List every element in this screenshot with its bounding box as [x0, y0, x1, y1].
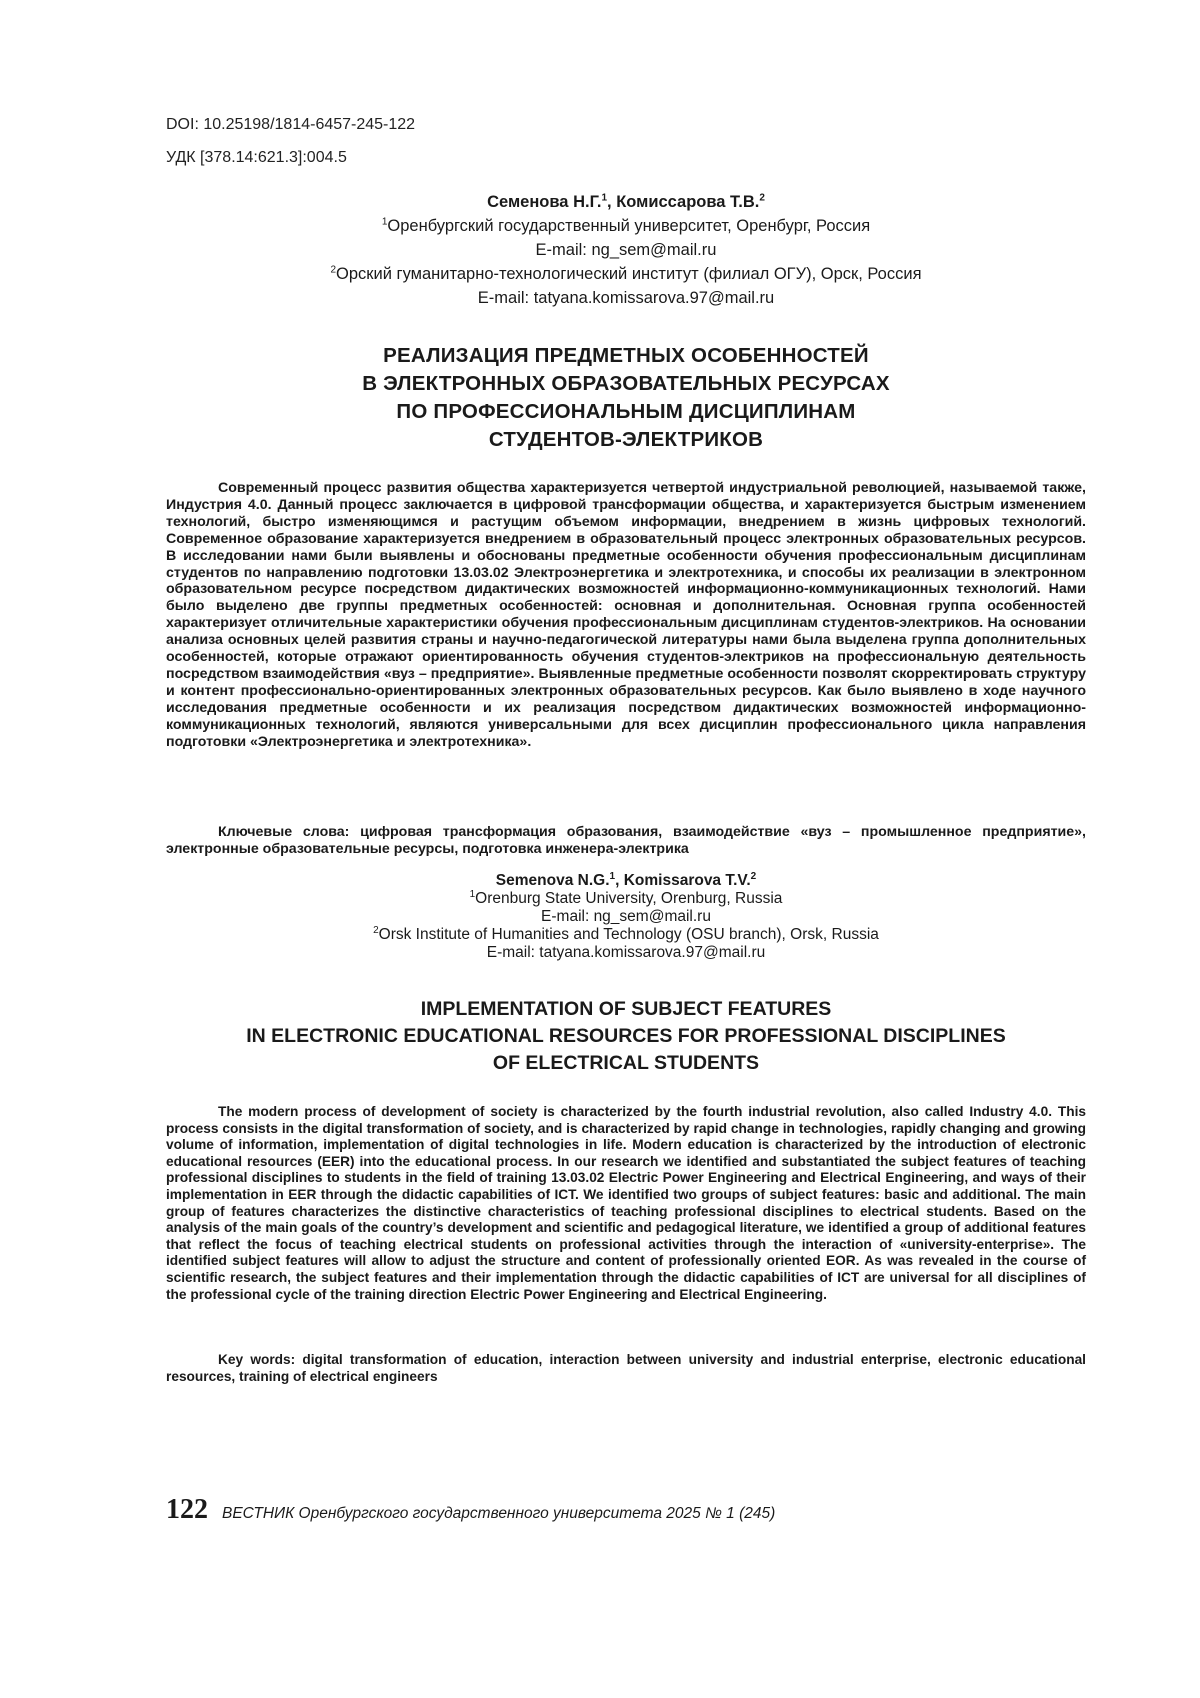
ru-author-2-sup: 2 — [759, 193, 765, 204]
en-affiliation-1-sup: 1 — [470, 889, 476, 900]
ru-affiliation-2-sup: 2 — [330, 265, 336, 276]
en-email-2: E-mail: tatyana.komissarova.97@mail.ru — [166, 944, 1086, 962]
en-affiliation-1-text: Orenburg State University, Orenburg, Russia — [475, 890, 782, 907]
ru-email-1: E-mail: ng_sem@mail.ru — [166, 238, 1086, 262]
ru-title-line: В ЭЛЕКТРОННЫХ ОБРАЗОВАТЕЛЬНЫХ РЕСУРСАХ — [166, 370, 1086, 398]
udk-code: УДК [378.14:621.3]:004.5 — [166, 149, 347, 167]
en-affiliation-1 — [166, 890, 1086, 908]
en-email-1: E-mail: ng_sem@mail.ru — [166, 908, 1086, 926]
doi: DOI: 10.25198/1814-6457-245-122 — [166, 116, 415, 134]
ru-authors: Семенова Н.Г.1, Комиссарова Т.В.2 — [166, 190, 1086, 214]
ru-keywords: Ключевые слова: цифровая трансформация образования, взаимодействие «вуз – промышленное предприятие», электронные образовательные ресурсы, подготовка инженера-электрика — [166, 824, 1086, 858]
page-footer — [166, 1494, 775, 1526]
ru-author-1-sup: 1 — [601, 193, 607, 204]
en-author-2-sup: 2 — [751, 871, 757, 882]
page-number: 122 — [166, 1494, 208, 1526]
en-affiliation-2-sup: 2 — [373, 925, 379, 936]
ru-affiliation-2 — [166, 262, 1086, 286]
ru-title-line: СТУДЕНТОВ-ЭЛЕКТРИКОВ — [166, 426, 1086, 454]
ru-abstract: Современный процесс развития общества характеризуется четвертой индустриальной революцией, называемой также, Индустрия 4.0. Данный процесс заключается в цифровой трансформации общества, и характеризуется быстрым изменением технологий, быстро изменяющимся и растущим объемом информации, внедрением в жизнь цифровых технологий. Современное образование характеризуется внедрением в образовательный процесс электронных образовательных ресурсов. В исследовании нами были выявлены и обоснованы предметные особенности обучения профессиональным дисциплинам студентов по направлению подготовки 13.03.02 Электроэнергетика и электротехника, и способы их реализации в электронном образовательном ресурсе посредством дидактических возможностей информационно-коммуникационных технологий. Нами было выделено две группы предметных особенностей: основная и дополнительная. Основная группа особенностей характеризует отличительные характеристики обучения профессиональным дисциплинам студентов-электриков. На основании анализа основных целей развития страны и научно-педагогической литературы нами была выделена группа дополнительных особенностей, которые отражают ориентированность обучения студентов-электриков на профессиональную деятельность посредством взаимодействия «вуз – предприятие». Выявленные предметные особенности позволят скорректировать структуру и контент профессионально-ориентированных электронных образовательных ресурсов. Как было выявлено в ходе научного исследования предметные особенности и их реализация посредством дидактических возможностей информационно-коммуникационных технологий, являются универсальными для всех дисциплин профессионального цикла направления подготовки «Электроэнергетика и электротехника». — [166, 480, 1086, 751]
en-author-block — [166, 872, 1086, 962]
ru-affiliation-2-text: Орский гуманитарно-технологический институт (филиал ОГУ), Орск, Россия — [336, 265, 921, 283]
en-author-2: Komissarova T.V. — [624, 872, 751, 889]
ru-title-line: ПО ПРОФЕССИОНАЛЬНЫМ ДИСЦИПЛИНАМ — [166, 398, 1086, 426]
en-abstract: The modern process of development of society is characterized by the fourth industrial revolution, also called Industry 4.0. This process consists in the digital transformation of society, and is characterized by rapid change in technologies, rapidly changing and growing volume of information, implementation of digital technologies in life. Modern education is characterized by the introduction of electronic educational resources (EER) into the educational process. In our research we identified and substantiated the subject features of teaching professional disciplines to students in the field of training 13.03.02 Electric Power Engineering and Electrical Engineering, and ways of their implementation in EER through the didactic capabilities of ICT. We identified two groups of subject features: basic and additional. The main group of features characterizes the distinctive characteristics of teaching professional disciplines to electrical students. Based on the analysis of the main goals of the country’s development and scientific and pedagogical literature, we identified a group of additional features that reflect the focus of teaching electrical students on professional activities through the interaction of «university-enterprise». The identified subject features will allow to adjust the structure and content of professionally oriented EOR. As was revealed in the course of scientific research, the subject features and their implementation through the didactic capabilities of ICT are universal for all disciplines of the professional cycle of the training direction Electric Power Engineering and Electrical Engineering. — [166, 1104, 1086, 1303]
ru-email-2: E-mail: tatyana.komissarova.97@mail.ru — [166, 286, 1086, 310]
en-affiliation-2 — [166, 926, 1086, 944]
ru-affiliation-1-sup: 1 — [382, 217, 388, 228]
ru-title-line: РЕАЛИЗАЦИЯ ПРЕДМЕТНЫХ ОСОБЕННОСТЕЙ — [166, 342, 1086, 370]
en-affiliation-2-text: Orsk Institute of Humanities and Technology (OSU branch), Orsk, Russia — [379, 926, 879, 943]
en-authors: Semenova N.G.1, Komissarova T.V.2 — [166, 872, 1086, 890]
en-title-line: IN ELECTRONIC EDUCATIONAL RESOURCES FOR PROFESSIONAL DISCIPLINES — [166, 1023, 1086, 1050]
en-article-title — [166, 996, 1086, 1077]
en-keywords: Key words: digital transformation of education, interaction between university and industrial enterprise, electronic educational resources, training of electrical engineers — [166, 1352, 1086, 1385]
ru-affiliation-1 — [166, 214, 1086, 238]
ru-article-title — [166, 342, 1086, 454]
ru-author-block — [166, 190, 1086, 310]
journal-citation: ВЕСТНИК Оренбургского государственного университета 2025 № 1 (245) — [222, 1505, 775, 1523]
en-author-1: Semenova N.G. — [496, 872, 610, 889]
ru-affiliation-1-text: Оренбургский государственный университет, Оренбург, Россия — [387, 217, 870, 235]
en-title-line: OF ELECTRICAL STUDENTS — [166, 1050, 1086, 1077]
ru-author-2: Комиссарова Т.В. — [616, 193, 759, 211]
en-title-line: IMPLEMENTATION OF SUBJECT FEATURES — [166, 996, 1086, 1023]
ru-author-1: Семенова Н.Г. — [487, 193, 601, 211]
en-author-1-sup: 1 — [610, 871, 616, 882]
